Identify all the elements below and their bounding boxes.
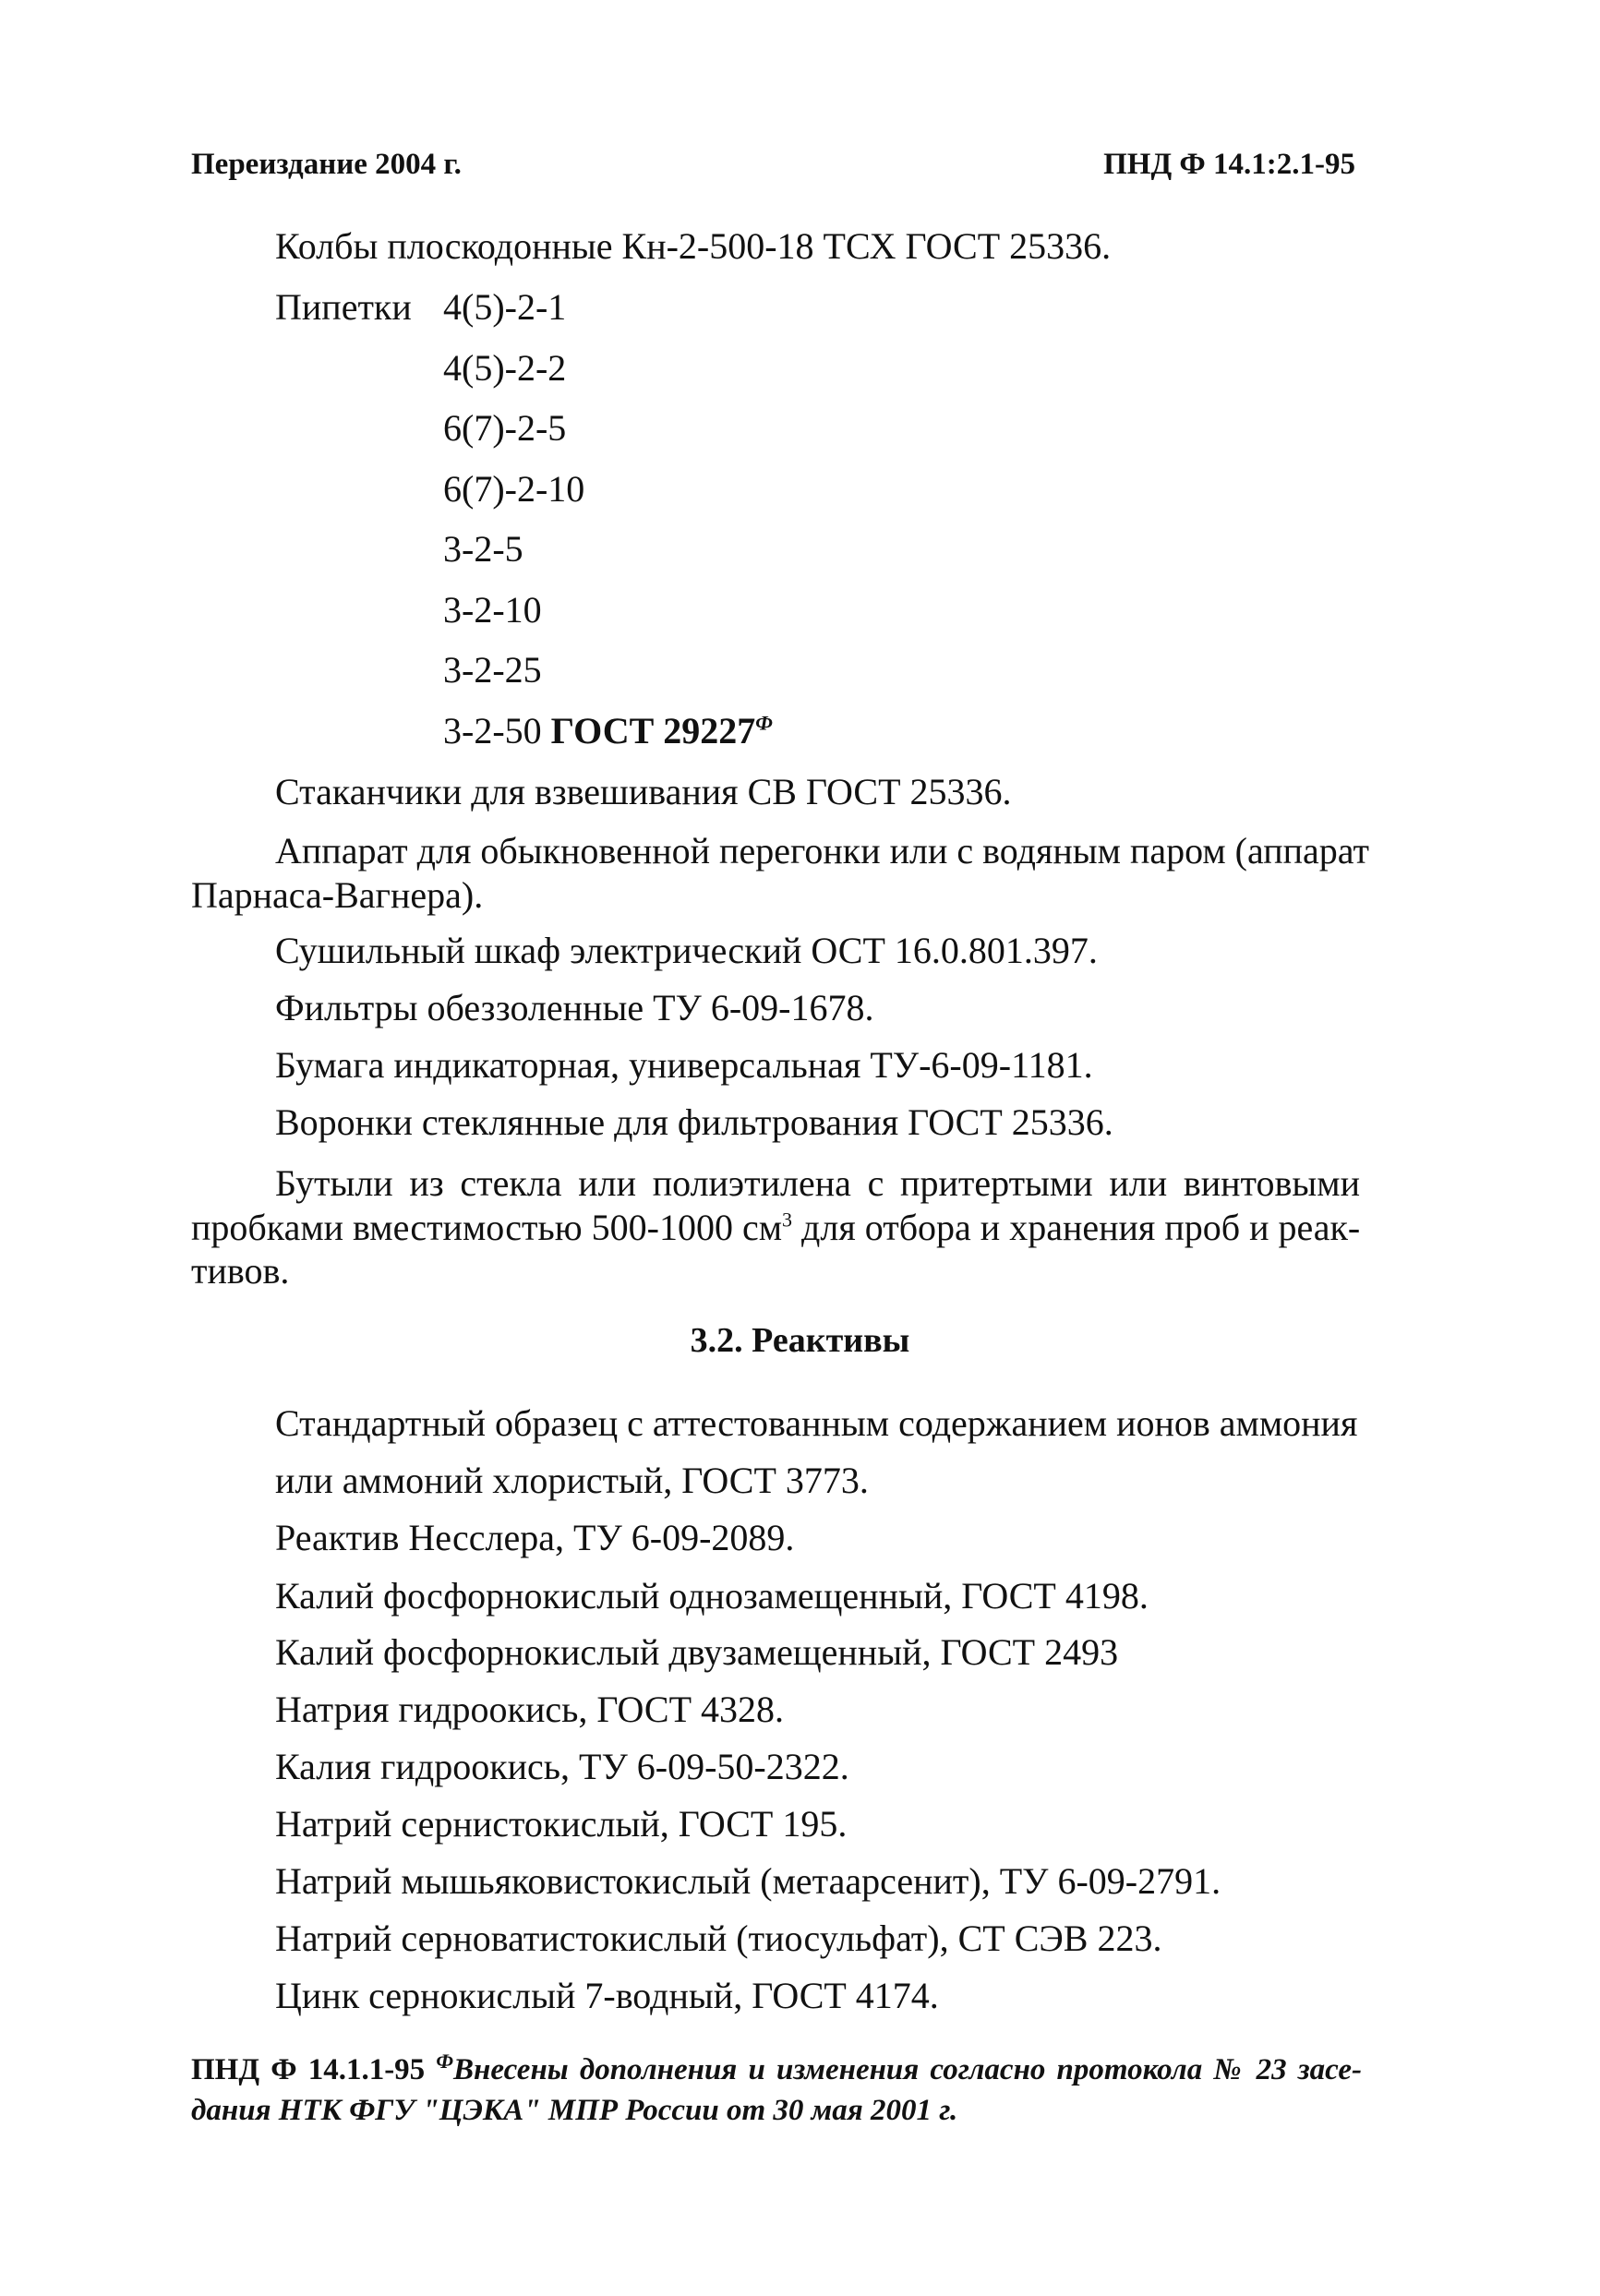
reagent-item: Цинк сернокислый 7-водный, ГОСТ 4174. [275,1975,939,2016]
reagent-item: Натрий серноватистокислый (тиосульфат), СТ СЭВ 223. [275,1917,1162,1959]
reagent-item: Реактив Несслера, ТУ 6-09-2089. [275,1517,795,1558]
equipment-apparatus-line2: Парнаса-Вагнера). [191,874,484,916]
pipette-item: 3-2-50 [443,710,542,751]
amendment-mark: Ф [755,711,773,735]
footer-code: ПНД Ф 14.1.1-95 [191,2053,426,2086]
reagent-item: Калий фосфорнокислый однозамещенный, ГОСТ 4198. [275,1575,1149,1617]
equipment-oven: Сушильный шкаф электрический ОСТ 16.0.801.397. [275,930,1098,971]
equipment-apparatus-line1: Аппарат для обыкновенной перегонки или с водяным паром (аппарат [275,830,1369,872]
equipment-flasks: Колбы плоскодонные Кн-2-500-18 ТСХ ГОСТ 25336. [275,225,1112,267]
reagent-item: Калия гидроокись, ТУ 6-09-50-2322. [275,1746,849,1787]
equipment-weighing-cups: Стаканчики для взвешивания СВ ГОСТ 25336. [275,771,1012,812]
section-title: 3.2. Реактивы [690,1321,910,1360]
bottles-text: для отбора и хранения проб и реак- [792,1207,1361,1248]
equipment-bottles-line1: Бутыли из стекла или полиэтилена с притертыми или винтовыми [275,1162,1360,1204]
pipette-item: 3-2-25 [443,649,542,691]
equipment-indicator-paper: Бумага индикаторная, универсальная ТУ-6-09-1181. [275,1044,1093,1086]
pipette-item-last [443,711,773,751]
superscript: 3 [782,1208,793,1232]
footer-note: Внесены дополнения и изменения согласно протокола № 23 засе- [453,2053,1362,2086]
pipette-item: 6(7)-2-5 [443,407,567,449]
equipment-filters: Фильтры обеззоленные ТУ 6-09-1678. [275,987,874,1028]
reagent-item: Калий фосфорнокислый двузамещенный, ГОСТ 2493 [275,1631,1119,1673]
reagent-item: или аммоний хлористый, ГОСТ 3773. [275,1460,869,1501]
reagent-item: Натрий сернистокислый, ГОСТ 195. [275,1803,848,1845]
footer-note: дания НТК ФГУ "ЦЭКА" МПР России от 30 мая 2001 г. [191,2094,958,2127]
equipment-bottles-line3: тивов. [191,1250,290,1292]
reagent-item: Стандартный образец с аттестованным содержанием ионов аммония [275,1402,1358,1444]
reissue-label: Переиздание 2004 г. [191,148,462,181]
bottles-text: пробками вместимостью 500-1000 см [191,1207,783,1248]
pipette-item: 4(5)-2-1 [443,286,567,328]
footer-line1 [191,2050,1362,2087]
reagent-item: Натрия гидроокись, ГОСТ 4328. [275,1689,784,1730]
pipette-item: 3-2-10 [443,589,542,631]
pipettes-label: Пипетки [275,286,412,328]
equipment-bottles-line2 [191,1208,1359,1248]
amendment-mark: Ф [436,2050,454,2073]
pipette-item: 4(5)-2-2 [443,347,567,389]
equipment-funnels: Воронки стеклянные для фильтрования ГОСТ 25336. [275,1101,1113,1143]
pipette-item: 6(7)-2-10 [443,468,585,510]
pipette-standard: ГОСТ 29227 [550,710,756,751]
reagent-item: Натрий мышьяковистокислый (метаарсенит), ТУ 6-09-2791. [275,1860,1221,1902]
footer-line2 [191,2094,957,2128]
document-code: ПНД Ф 14.1:2.1-95 [1103,148,1355,181]
pipette-item: 3-2-5 [443,528,523,570]
